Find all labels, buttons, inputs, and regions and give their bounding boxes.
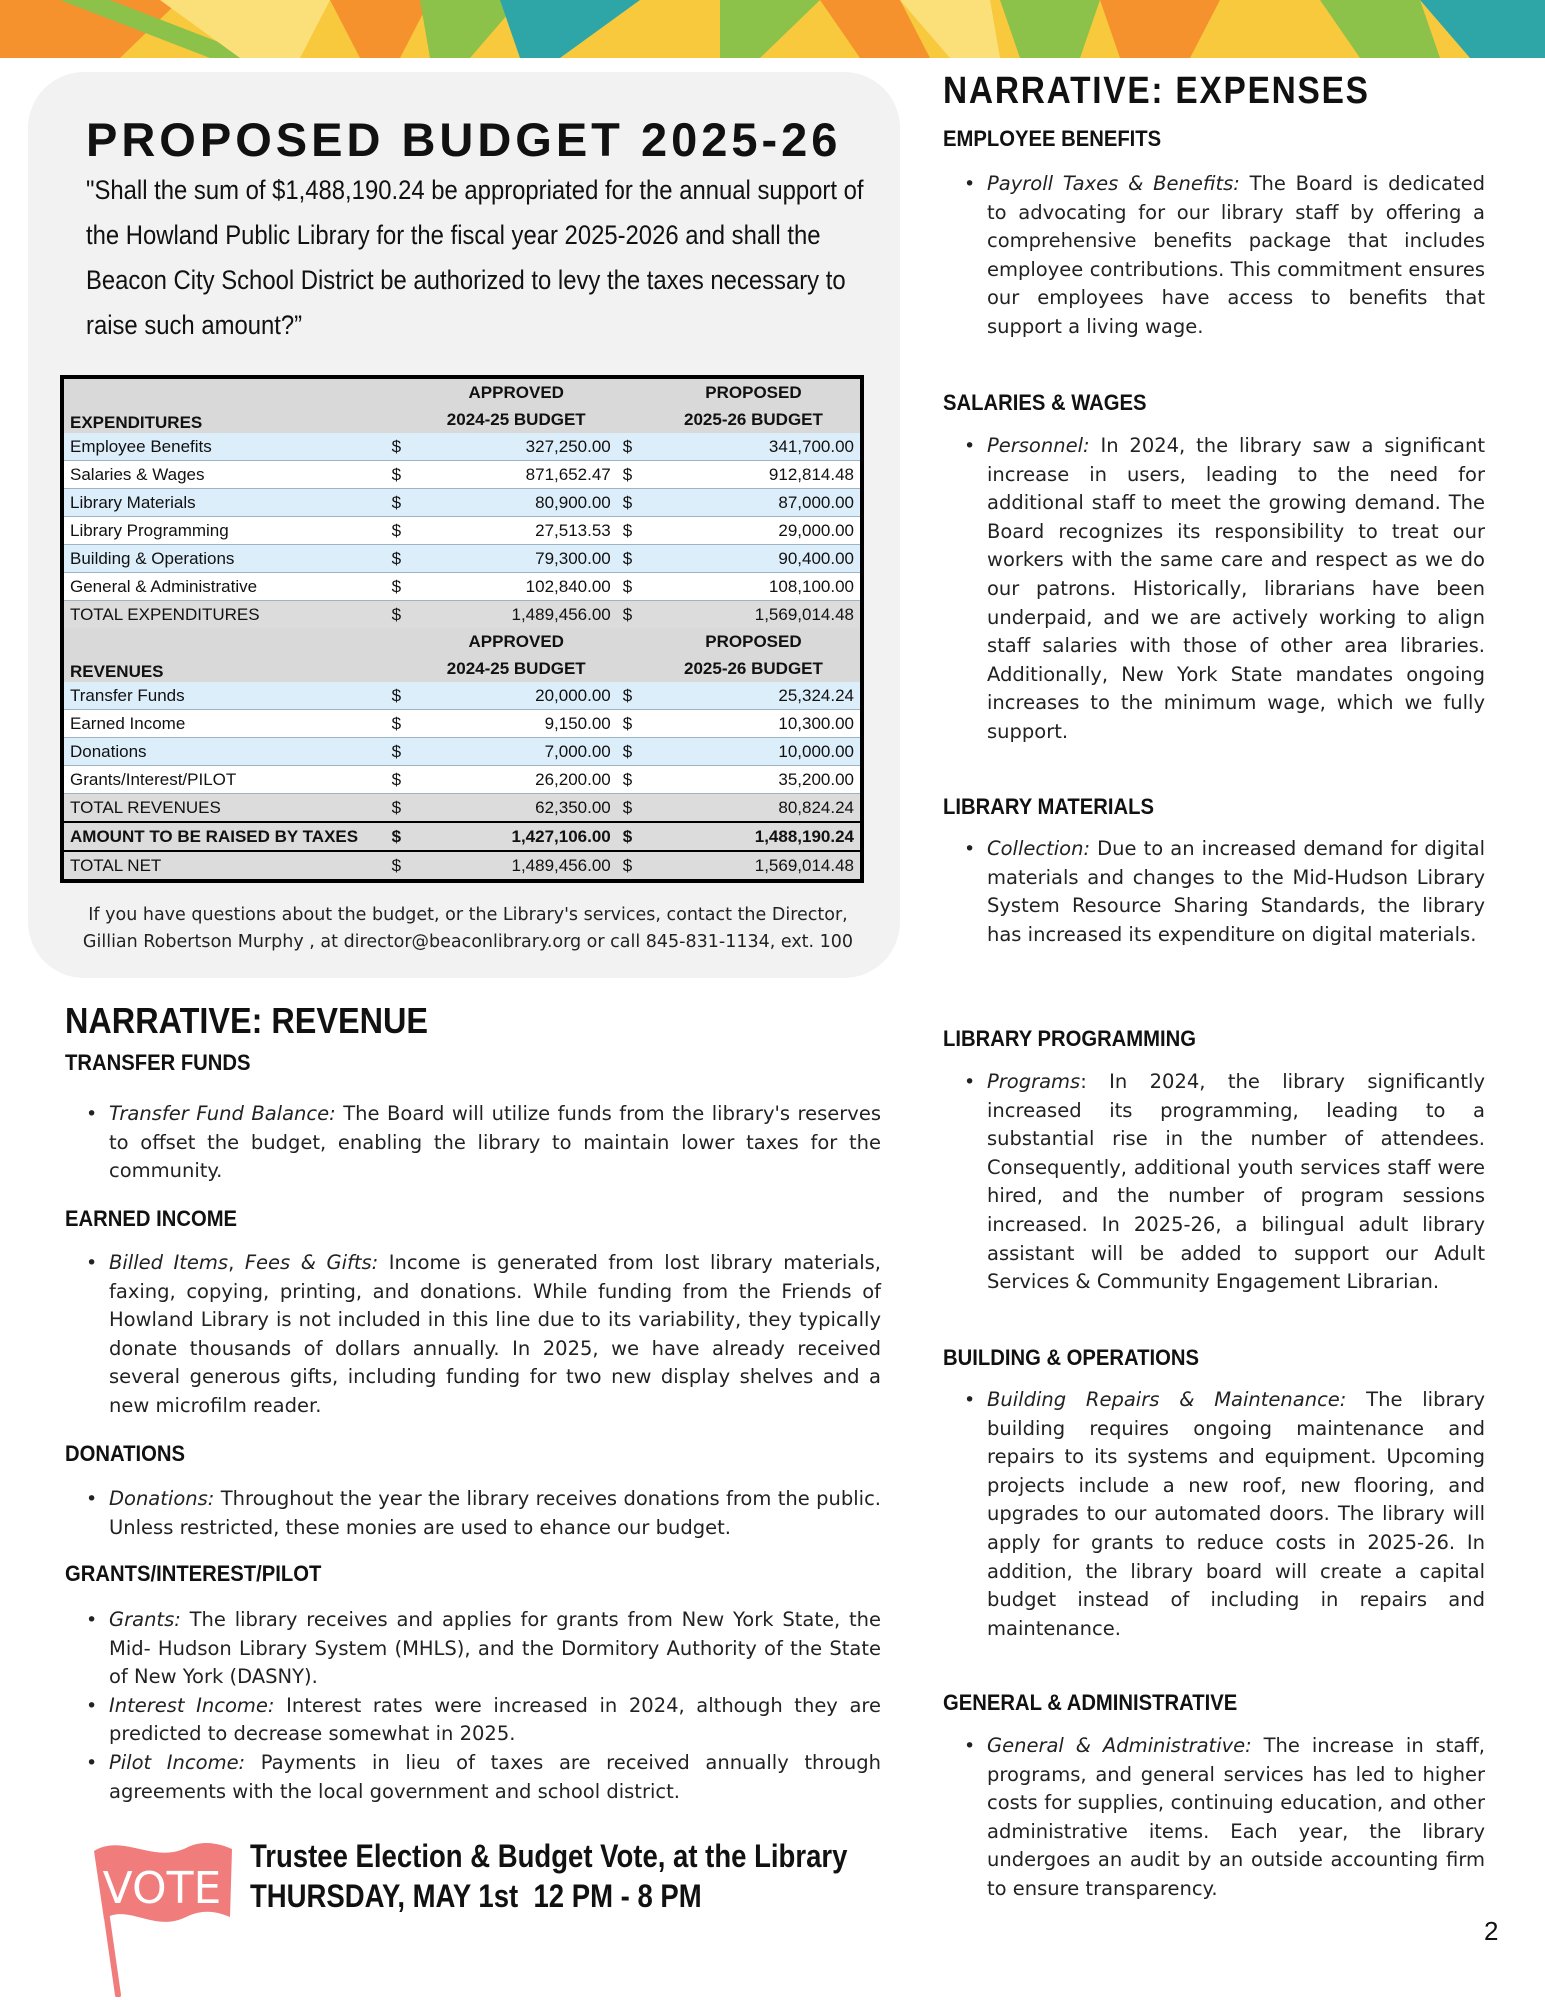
approved-value: 102,840.00 xyxy=(416,573,617,601)
table-row xyxy=(62,710,862,738)
item-text: The library receives and applies for grants from New York State, the Mid- Hudson Library System (MHLS), and the Dormitory Authority of the State of New York (DASNY). xyxy=(109,1608,881,1689)
item-term: Billed Items xyxy=(109,1251,229,1274)
item-term: Pilot Income: xyxy=(109,1750,246,1774)
proposed-value: 25,324.24 xyxy=(647,682,862,710)
revenue-list-grants xyxy=(86,1606,881,1806)
approved-value: 79,300.00 xyxy=(416,545,617,573)
item-term-2: Fees & Gifts: xyxy=(244,1251,379,1274)
approved-value: 7,000.00 xyxy=(416,738,617,766)
revenue-title: NARRATIVE: REVENUE xyxy=(65,1000,429,1041)
table-row xyxy=(62,461,862,489)
item-term: Payroll Taxes & Benefits: xyxy=(987,172,1240,195)
item-text: Payments in lieu of taxes are received annually through agreements with the local government and school district. xyxy=(109,1750,881,1803)
row-label: Grants/Interest/PILOT xyxy=(62,766,386,794)
col-approved-top: APPROVED xyxy=(416,377,617,406)
row-label: Earned Income xyxy=(62,710,386,738)
row-label: Employee Benefits xyxy=(62,433,386,461)
bullet-icon: • xyxy=(86,1751,98,1774)
expenditures-header-bottom xyxy=(62,406,862,433)
budget-card xyxy=(28,72,900,978)
item-text: Due to an increased demand for digital materials and changes to the Mid-Hudson Library System Resource Sharing Standards, the library has increased its expenditure on digital materials. xyxy=(987,837,1485,946)
currency-sign: $ xyxy=(386,461,416,489)
decorative-banner xyxy=(0,0,1545,58)
currency-sign: $ xyxy=(386,489,416,517)
page-number: 2 xyxy=(1484,1916,1499,1946)
row-label: General & Administrative xyxy=(62,573,386,601)
currency-sign: $ xyxy=(617,851,647,881)
proposed-value: 1,569,014.48 xyxy=(647,601,862,629)
expenses-list-programming xyxy=(964,1068,1485,1297)
revenue-list-earned xyxy=(86,1249,881,1421)
row-label: Building & Operations xyxy=(62,545,386,573)
revenue-list-donations xyxy=(86,1485,881,1542)
expenses-list-salaries xyxy=(964,432,1485,747)
revenues-header-top xyxy=(62,628,862,655)
currency-sign: $ xyxy=(617,461,647,489)
expenditures-label: EXPENDITURES xyxy=(62,406,386,433)
bullet-icon: • xyxy=(964,1071,976,1093)
vote-announcement xyxy=(250,1836,847,1916)
table-row xyxy=(62,489,862,517)
approved-value: 20,000.00 xyxy=(416,682,617,710)
proposed-value: 10,000.00 xyxy=(647,738,862,766)
proposed-value: 341,700.00 xyxy=(647,433,862,461)
col-proposed-bottom: 2025-26 BUDGET xyxy=(647,655,862,682)
total-expenditures-row xyxy=(62,601,862,629)
col-proposed-bottom: 2025-26 BUDGET xyxy=(647,406,862,433)
col-approved-top: APPROVED xyxy=(416,628,617,655)
proposed-value: 35,200.00 xyxy=(647,766,862,794)
approved-value: 62,350.00 xyxy=(416,794,617,823)
list-item xyxy=(964,1386,1486,1643)
vote-flag-text: VOTE xyxy=(102,1863,222,1914)
currency-sign: $ xyxy=(386,766,416,794)
currency-sign: $ xyxy=(386,794,416,823)
currency-sign: $ xyxy=(617,822,647,851)
row-label: Library Programming xyxy=(62,517,386,545)
currency-sign: $ xyxy=(386,682,416,710)
contact-line-2: Gillian Robertson Murphy , at director@beaconlibrary.org or call 845-831-1134, ext. 100 xyxy=(82,932,854,952)
revenue-heading-grants: GRANTS/INTEREST/PILOT xyxy=(65,1561,322,1586)
item-term: Transfer Fund Balance: xyxy=(109,1102,336,1125)
expenses-heading-benefits: EMPLOYEE BENEFITS xyxy=(943,126,1162,151)
list-item xyxy=(86,1606,881,1692)
approved-value: 1,427,106.00 xyxy=(416,822,617,851)
currency-sign: $ xyxy=(617,794,647,823)
currency-sign: $ xyxy=(386,433,416,461)
expenses-heading-programming: LIBRARY PROGRAMMING xyxy=(943,1026,1196,1051)
list-item xyxy=(86,1692,881,1749)
approved-value: 871,652.47 xyxy=(416,461,617,489)
bullet-icon: • xyxy=(86,1252,98,1274)
bullet-icon: • xyxy=(86,1694,98,1717)
currency-sign: $ xyxy=(386,601,416,629)
proposed-value: 87,000.00 xyxy=(647,489,862,517)
item-text: The library building requires ongoing maintenance and repairs to its systems and equipment. Upcoming projects include a new roof, new flooring, and upgrades to our automated doors. The library will apply for grants to reduce costs in 2025-26. In addition, the library board will create a capital budget instead of including in repairs and maintenance. xyxy=(987,1388,1486,1640)
proposed-value: 29,000.00 xyxy=(647,517,862,545)
currency-sign: $ xyxy=(617,489,647,517)
currency-sign: $ xyxy=(617,517,647,545)
vote-line-1: Trustee Election & Budget Vote, at the Library xyxy=(250,1838,848,1874)
approved-value: 327,250.00 xyxy=(416,433,617,461)
currency-sign: $ xyxy=(617,601,647,629)
list-item xyxy=(86,1100,881,1186)
expenses-list-benefits xyxy=(964,170,1486,342)
bullet-icon: • xyxy=(964,838,976,860)
proposed-value: 80,824.24 xyxy=(647,794,862,823)
budget-question: "Shall the sum of $1,488,190.24 be appropriated for the annual support of the Howland Public Library for the fiscal year 2025-2026 and shall the Beacon City School District be authorized to levy the taxes necessary to raise such amount?” xyxy=(86,175,864,340)
expenditures-header-top xyxy=(62,377,862,406)
currency-sign: $ xyxy=(617,573,647,601)
item-text: : In 2024, the library significantly increased its programming, leading to a substantial rise in the number of attendees. Consequently, additional youth services staff were hired, and the number of program sessions increased. In 2025-26, a bilingual adult library assistant will be added to support our Adult Services & Community Engagement Librarian. xyxy=(987,1070,1485,1294)
approved-value: 9,150.00 xyxy=(416,710,617,738)
list-item xyxy=(964,835,1485,949)
revenue-list-transfer xyxy=(86,1100,881,1186)
budget-contact xyxy=(68,902,868,956)
currency-sign: $ xyxy=(386,573,416,601)
item-term: Collection: xyxy=(987,837,1091,860)
table-row xyxy=(62,517,862,545)
bullet-icon: • xyxy=(964,1735,976,1757)
item-text: Interest rates were increased in 2024, although they are predicted to decrease somewhat in 2025. xyxy=(109,1693,881,1746)
col-approved-bottom: 2024-25 BUDGET xyxy=(416,406,617,433)
contact-line-1: If you have questions about the budget, or the Library's services, contact the Director, xyxy=(88,905,848,925)
list-item xyxy=(964,1068,1485,1297)
table-row xyxy=(62,433,862,461)
proposed-value: 90,400.00 xyxy=(647,545,862,573)
proposed-value: 1,569,014.48 xyxy=(647,851,862,881)
row-label: Salaries & Wages xyxy=(62,461,386,489)
budget-table xyxy=(60,375,864,883)
currency-sign: $ xyxy=(617,682,647,710)
proposed-value: 1,488,190.24 xyxy=(647,822,862,851)
taxes-row xyxy=(62,822,862,851)
bullet-icon: • xyxy=(86,1488,98,1510)
proposed-value: 108,100.00 xyxy=(647,573,862,601)
table-row xyxy=(62,682,862,710)
item-term: Building Repairs & Maintenance: xyxy=(987,1388,1347,1411)
row-label: TOTAL EXPENDITURES xyxy=(62,601,386,629)
currency-sign: $ xyxy=(386,738,416,766)
revenue-heading-earned: EARNED INCOME xyxy=(65,1206,238,1231)
revenue-heading-transfer: TRANSFER FUNDS xyxy=(65,1050,251,1075)
list-item xyxy=(964,170,1486,342)
revenues-header-bottom xyxy=(62,655,862,682)
currency-sign: $ xyxy=(386,851,416,881)
expenses-title: NARRATIVE: EXPENSES xyxy=(943,70,1370,112)
item-text: The Board is dedicated to advocating for our library staff by offering a comprehensive benefits package that includes employee contributions. This commitment ensures our employees have access to benefits that support a living wage. xyxy=(987,172,1486,338)
col-proposed-top: PROPOSED xyxy=(647,628,862,655)
list-item xyxy=(86,1485,881,1542)
row-label: Library Materials xyxy=(62,489,386,517)
vote-flag-icon xyxy=(84,1825,234,1997)
currency-sign: $ xyxy=(617,710,647,738)
approved-value: 80,900.00 xyxy=(416,489,617,517)
revenues-label: REVENUES xyxy=(62,655,386,682)
table-row xyxy=(62,573,862,601)
expenses-heading-salaries: SALARIES & WAGES xyxy=(943,390,1147,415)
table-row xyxy=(62,766,862,794)
row-label: Transfer Funds xyxy=(62,682,386,710)
currency-sign: $ xyxy=(617,766,647,794)
approved-value: 1,489,456.00 xyxy=(416,601,617,629)
item-term: Personnel: xyxy=(987,434,1090,457)
expenses-heading-materials: LIBRARY MATERIALS xyxy=(943,794,1155,819)
item-text: Throughout the year the library receives donations from the public. Unless restricted, these monies are used to ehance our budget. xyxy=(109,1487,881,1539)
item-term: Programs xyxy=(987,1070,1081,1093)
col-proposed-top: PROPOSED xyxy=(647,377,862,406)
bullet-icon: • xyxy=(964,1389,976,1411)
bullet-icon: • xyxy=(86,1103,98,1125)
item-term: Grants: xyxy=(109,1608,181,1631)
item-text: In 2024, the library saw a significant increase in users, leading to the need for additional staff to meet the growing demand. The Board recognizes its responsibility to treat our workers with the same care and respect as we do our patrons. Historically, librarians have been underpaid, and we are actively working to align staff salaries with those of other area libraries. Additionally, New York State mandates ongoing increases to the minimum wage, which we fully support. xyxy=(987,434,1485,743)
approved-value: 27,513.53 xyxy=(416,517,617,545)
bullet-icon: • xyxy=(964,435,976,457)
revenue-heading-donations: DONATIONS xyxy=(65,1441,185,1466)
list-item xyxy=(964,432,1485,747)
item-text: The Board will utilize funds from the library's reserves to offset the budget, enabling the library to maintain lower taxes for the community. xyxy=(109,1102,881,1183)
currency-sign: $ xyxy=(617,433,647,461)
vote-line-2: THURSDAY, MAY 1st 12 PM - 8 PM xyxy=(250,1878,702,1914)
expenses-list-general xyxy=(964,1732,1485,1904)
row-label: TOTAL NET xyxy=(62,851,386,881)
expenses-heading-general: GENERAL & ADMINISTRATIVE xyxy=(943,1690,1238,1715)
approved-value: 1,489,456.00 xyxy=(416,851,617,881)
item-term: General & Administrative: xyxy=(987,1734,1252,1757)
currency-sign: $ xyxy=(617,738,647,766)
col-approved-bottom: 2024-25 BUDGET xyxy=(416,655,617,682)
currency-sign: $ xyxy=(617,545,647,573)
currency-sign: $ xyxy=(386,710,416,738)
item-text: Income is generated from lost library materials, faxing, copying, printing, and donations. While funding from the Friends of Howland Library is not included in this line due to its variability, they typically donate thousands of dollars annually. In 2025, we have already received several generous gifts, including funding for two new display shelves and a new microfilm reader. xyxy=(109,1251,881,1417)
expenses-list-building xyxy=(964,1386,1486,1643)
expenses-list-materials xyxy=(964,835,1485,949)
item-term-separator: , xyxy=(228,1251,245,1274)
item-term: Interest Income: xyxy=(109,1693,275,1717)
approved-value: 26,200.00 xyxy=(416,766,617,794)
list-item xyxy=(86,1249,881,1421)
list-item xyxy=(964,1732,1485,1904)
total-net-row xyxy=(62,851,862,881)
bullet-icon: • xyxy=(964,173,976,195)
row-label: TOTAL REVENUES xyxy=(62,794,386,823)
proposed-value: 10,300.00 xyxy=(647,710,862,738)
bullet-icon: • xyxy=(86,1609,98,1631)
expenses-heading-building: BUILDING & OPERATIONS xyxy=(943,1345,1200,1370)
list-item xyxy=(86,1749,881,1806)
row-label: Donations xyxy=(62,738,386,766)
currency-sign: $ xyxy=(386,822,416,851)
proposed-value: 912,814.48 xyxy=(647,461,862,489)
item-term: Donations: xyxy=(109,1487,215,1510)
row-label: AMOUNT TO BE RAISED BY TAXES xyxy=(62,822,386,851)
currency-sign: $ xyxy=(386,517,416,545)
budget-title: PROPOSED BUDGET 2025-26 xyxy=(86,113,842,166)
item-text: The increase in staff, programs, and general services has led to higher costs for supplies, continuing education, and other administrative items. Each year, the library undergoes an audit by an outside accounting firm to ensure transparency. xyxy=(987,1734,1485,1900)
table-row xyxy=(62,738,862,766)
table-row xyxy=(62,545,862,573)
total-revenues-row xyxy=(62,794,862,823)
currency-sign: $ xyxy=(386,545,416,573)
